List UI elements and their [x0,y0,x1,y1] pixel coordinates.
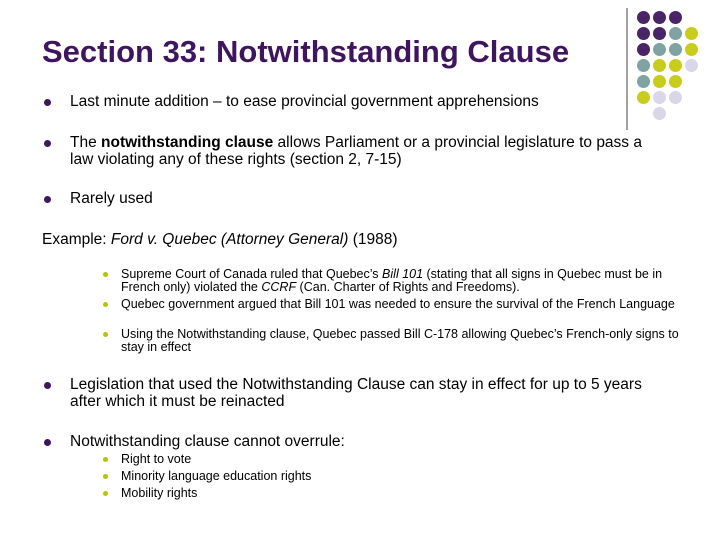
bullet-cannot-overrule: Notwithstanding clause cannot overrule: [70,433,670,450]
dot [637,27,650,40]
dot [669,43,682,56]
dot [637,59,650,72]
dot [653,11,666,24]
bullet-notwithstanding: The notwithstanding clause allows Parliament or a provincial legislature to pass a law violating any of these rights (section 2, 7-15) [70,134,650,168]
dot [685,27,698,40]
dot [669,59,682,72]
bullet-last-minute: Last minute addition – to ease provincial government apprehensions [70,93,670,110]
dot [669,11,682,24]
dot [685,43,698,56]
dot [637,11,650,24]
sub-bullet-supreme-court: Supreme Court of Canada ruled that Quebec’s Bill 101 (stating that all signs in Quebec must be in French only) violated the CCRF (Can. Charter of Rights and Freedoms). [121,268,691,294]
sub-bullet-minority-language: Minority language education rights [121,470,681,483]
dot [685,59,698,72]
slide-title: Section 33: Notwithstanding Clause [42,34,570,69]
dot [669,75,682,88]
dot [653,59,666,72]
dot [653,43,666,56]
dot [637,43,650,56]
dot [637,75,650,88]
bullet-rarely-used: Rarely used [70,190,670,207]
example-line: Example: Ford v. Quebec (Attorney General) (1988) [42,231,398,248]
bullet-legislation-5-years: Legislation that used the Notwithstanding Clause can stay in effect for up to 5 years after which it must be reinacted [70,376,670,410]
dot [669,27,682,40]
sub-bullet-mobility: Mobility rights [121,487,681,500]
dot [653,75,666,88]
sub-bullet-bill-c178: Using the Notwithstanding clause, Quebec passed Bill C-178 allowing Quebec’s French-only signs to stay in effect [121,328,691,354]
sub-bullet-right-to-vote: Right to vote [121,453,681,466]
sub-bullet-quebec-argued: Quebec government argued that Bill 101 was needed to ensure the survival of the French Language [121,298,691,311]
decorative-rule [626,8,628,130]
dot [653,27,666,40]
dot [669,91,682,104]
